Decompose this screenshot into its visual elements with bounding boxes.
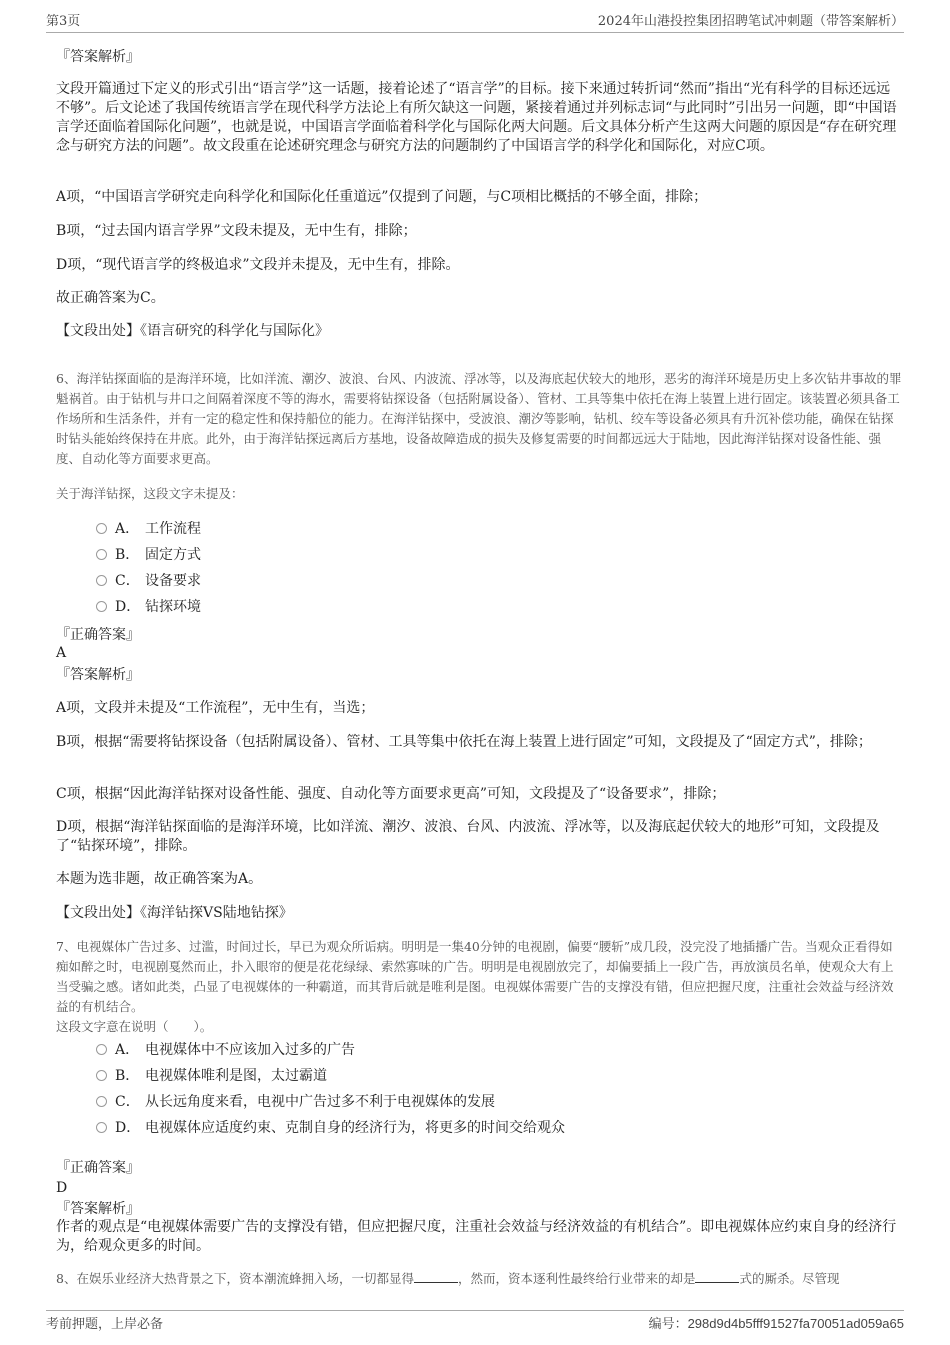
radio-icon[interactable] [96,1044,107,1055]
q7-question: 这段文字意在说明（ ）。 [56,1019,213,1034]
radio-icon[interactable] [96,1122,107,1133]
q7-answer: D [56,1180,68,1196]
radio-icon[interactable] [96,1096,107,1107]
footer-code: 编号：298d9d4b5fff91527fa70051ad059a65 [648,1316,904,1332]
q7-analysis: 作者的观点是“电视媒体需要广告的支撑没有错，但应把握尺度，注重社会效益与经济效益的有机结合”。即电视媒体应约束自身的经济行为，给观众更多的时间。 [56,1219,897,1254]
q6-source: 【文段出处】《海洋钻探VS陆地钻探》 [56,905,293,921]
q6-option-c[interactable]: C． 设备要求 [96,571,201,591]
q6-option-a[interactable]: A． 工作流程 [96,519,201,539]
q6-analysis-label: 『答案解析』 [56,667,140,683]
q5-analysis: 文段开篇通过下定义的形式引出“语言学”这一话题，接着论述了“语言学”的目标。接下来通过转折词“然而”指出“光有科学的目标还远远不够”。后文论述了我国传统语言学在现代科学方法论上有所欠缺这一问题，紧接着通过并列标志词“与此同时”引出另一问题，即“中国语言学还面临着国际化问题”，也就是说，中国语言学面临着科学化与国际化两大问题。后文具体分析产生这两大问题的原因是“存在研究理念与研究方法的问题”。故文段重在论述研究理念与研究方法的问题制约了中国语言学的科学化和国际化，对应C项。 [56,81,897,154]
q7-option-b[interactable]: B． 电视媒体唯利是图，太过霸道 [96,1066,327,1086]
q7-option-a[interactable]: A． 电视媒体中不应该加入过多的广告 [96,1040,355,1060]
footer-divider [46,1310,904,1311]
fill-blank [695,1270,739,1283]
fill-blank [414,1270,458,1283]
q5-conclusion: 故正确答案为C。 [56,290,165,306]
header-divider [46,32,904,33]
q6-option-b-analysis: B项，根据“需要将钻探设备（包括附属设备）、管材、工具等集中依托在海上装置上进行固定”可知，文段提及了“固定方式”，排除； [56,734,872,750]
q8-stem: 8、在娱乐业经济大热背景之下，资本潮流蜂拥入场，一切都显得 ，然而，资本逐利性最终给行业带来的却是 式的厮杀。尽管现 [56,1271,840,1286]
q6-option-c-analysis: C项，根据“因此海洋钻探对设备性能、强度、自动化等方面要求更高”可知，文段提及了“设备要求”，排除； [56,786,726,802]
page-number: 第3页 [46,14,81,29]
q5-source: 【文段出处】《语言研究的科学化与国际化》 [56,323,329,339]
q6-question: 关于海洋钻探，这段文字未提及： [56,486,244,501]
q5-analysis-label: 『答案解析』 [56,49,140,65]
q7-analysis-label: 『答案解析』 [56,1201,140,1217]
q6-stem: 6、海洋钻探面临的是海洋环境，比如洋流、潮汐、波浪、台风、内波流、浮冰等，以及海底起伏较大的地形，恶劣的海洋环境是历史上多次钻井事故的罪魁祸首。由于钻机与井口之间隔着深度不等的海水，需要将钻探设备（包括附属设备）、管材、工具等集中依托在海上装置上进行固定。该装置必须具备工作场所和生活条件，并有一定的稳定性和保持船位的能力。在海洋钻探中，受波浪、潮汐等影响，钻机、绞车等设备必须具有升沉补偿功能，确保在钻探时钻头能始终保持在井底。此外，由于海洋钻探远离后方基地，设备故障造成的损失及修复需要的时间都远远大于陆地，因此海洋钻探对设备性能、强度、自动化等方面要求更高。 [56,371,902,466]
q5-option-b-analysis: B项，“过去国内语言学界”文段未提及，无中生有，排除； [56,223,417,239]
radio-icon[interactable] [96,601,107,612]
page-header [0,0,950,30]
q7-stem: 7、电视媒体广告过多、过滥，时间过长，早已为观众所诟病。明明是一集40分钟的电视剧，偏要“腰斩”成几段，没完没了地插播广告。当观众正看得如痴如醉之时，电视剧戛然而止，扑入眼帘的便是花花绿绿、索然寡味的广告。明明是电视剧放完了，却偏要插上一段广告，再放演员名单，使观众大有上当受骗之感。诸如此类，凸显了电视媒体的一种霸道，而其背后就是唯利是图。电视媒体需要广告的支撑没有错，但应把握尺度，注重社会效益与经济效益的有机结合。 [56,939,894,1014]
radio-icon[interactable] [96,549,107,560]
q6-conclusion: 本题为选非题，故正确答案为A。 [56,871,263,887]
q7-answer-label: 『正确答案』 [56,1160,140,1176]
radio-icon[interactable] [96,1070,107,1081]
radio-icon[interactable] [96,523,107,534]
q6-option-a-analysis: A项，文段并未提及“工作流程”，无中生有，当选； [56,700,375,716]
footer-slogan: 考前押题，上岸必备 [46,1317,164,1332]
q7-option-d[interactable]: D． 电视媒体应适度约束、克制自身的经济行为，将更多的时间交给观众 [96,1118,565,1138]
q5-option-a-analysis: A项，“中国语言学研究走向科学化和国际化任重道远”仅提到了问题，与C项相比概括的不够全面，排除； [56,189,708,205]
q6-option-b[interactable]: B． 固定方式 [96,545,201,565]
q6-option-d-analysis: D项，根据“海洋钻探面临的是海洋环境，比如洋流、潮汐、波浪、台风、内波流、浮冰等，以及海底起伏较大的地形”可知，文段提及了“钻探环境”，排除。 [56,819,880,854]
q6-answer-label: 『正确答案』 [56,627,140,643]
q6-option-d[interactable]: D． 钻探环境 [96,597,201,617]
q5-option-d-analysis: D项，“现代语言学的终极追求”文段并未提及，无中生有，排除。 [56,257,460,273]
q6-answer: A [56,645,67,661]
q7-option-c[interactable]: C． 从长远角度来看，电视中广告过多不利于电视媒体的发展 [96,1092,495,1112]
document-title: 2024年山港投控集团招聘笔试冲刺题（带答案解析） [597,14,904,29]
radio-icon[interactable] [96,575,107,586]
